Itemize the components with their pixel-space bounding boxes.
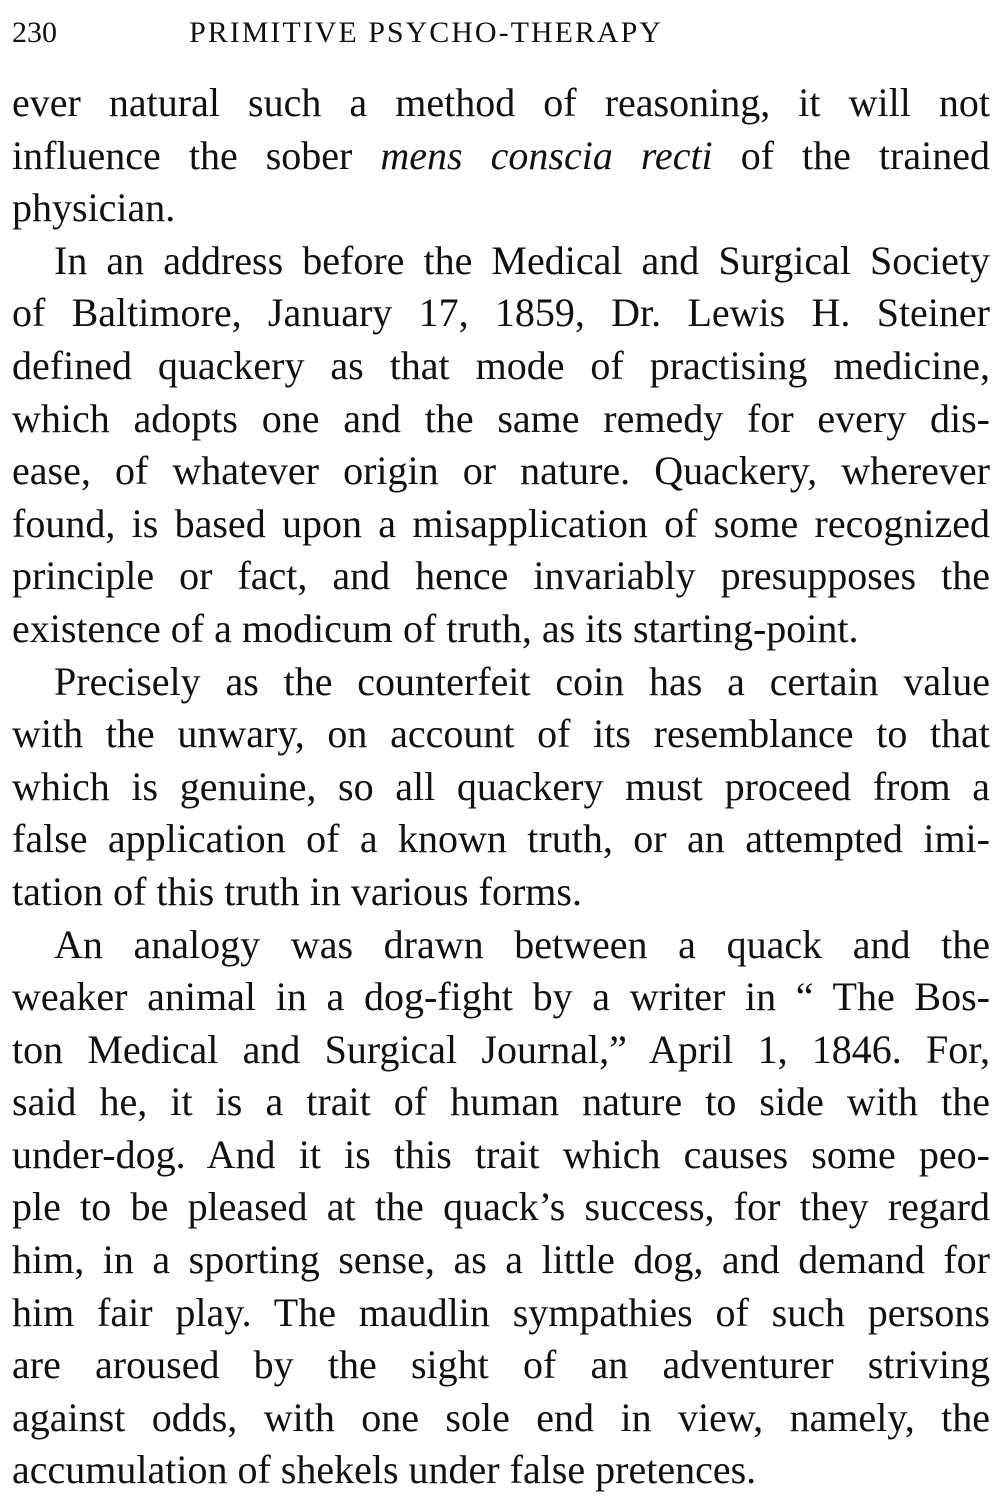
text-line: against odds, with one sole end in view, namely, the xyxy=(12,1394,990,1440)
text-line: defined quackery as that mode of practising medicine, xyxy=(12,342,990,388)
text-run: of the trained xyxy=(712,132,990,178)
text-line: him, in a sporting sense, as a little dog, and demand for xyxy=(12,1237,990,1283)
paragraph-1 xyxy=(12,77,990,235)
text-line: said he, it is a trait of human nature to side with the xyxy=(12,1079,990,1125)
paragraph-2 xyxy=(12,235,990,656)
paragraph-3 xyxy=(12,656,990,919)
text-line: ease, of whatever origin or nature. Quackery, wherever xyxy=(12,448,990,494)
text-run: influence the sober xyxy=(12,132,381,178)
text-line: accumulation of shekels under false pretences. xyxy=(12,1447,757,1493)
text-line: An analogy was drawn between a quack and the xyxy=(54,921,990,967)
text-line: principle or fact, and hence invariably presupposes the xyxy=(12,553,990,599)
text-line: tation of this truth in various forms. xyxy=(12,868,582,914)
text-line: of Baltimore, January 17, 1859, Dr. Lewis H. Steiner xyxy=(12,290,990,336)
text-line: which adopts one and the same remedy for every dis- xyxy=(12,395,990,441)
text-line: existence of a modicum of truth, as its starting-point. xyxy=(12,605,859,651)
text-line: physician. xyxy=(12,185,176,231)
text-line: with the unwary, on account of its resemblance to that xyxy=(12,711,990,757)
text-line: false application of a known truth, or an attempted imi- xyxy=(12,816,990,862)
text-line: under-dog. And it is this trait which causes some peo- xyxy=(12,1131,990,1177)
book-page xyxy=(12,10,990,1497)
paragraph-4 xyxy=(12,919,990,1498)
text-line: ple to be pleased at the quack’s success, for they regard xyxy=(12,1184,990,1230)
text-line: are aroused by the sight of an adventurer striving xyxy=(12,1342,990,1388)
running-head xyxy=(12,10,990,56)
text-line: weaker animal in a dog-fight by a writer in “ The Bos- xyxy=(12,974,990,1020)
latin-phrase: mens conscia recti xyxy=(380,132,713,178)
body-text xyxy=(12,77,990,1497)
text-line: him fair play. The maudlin sympathies of such persons xyxy=(12,1289,990,1335)
text-line xyxy=(12,130,990,183)
text-line: found, is based upon a misapplication of some recognized xyxy=(12,500,990,546)
text-line: ton Medical and Surgical Journal,” April 1, 1846. For, xyxy=(12,1026,990,1072)
text-line: which is genuine, so all quackery must proceed from a xyxy=(12,763,990,809)
running-title: PRIMITIVE PSYCHO-THERAPY xyxy=(189,16,663,49)
page-number: 230 xyxy=(12,16,57,49)
text-line: In an address before the Medical and Surgical Society xyxy=(54,237,990,283)
text-line: Precisely as the counterfeit coin has a certain value xyxy=(54,658,990,704)
text-line: ever natural such a method of reasoning, it will not xyxy=(12,80,990,125)
